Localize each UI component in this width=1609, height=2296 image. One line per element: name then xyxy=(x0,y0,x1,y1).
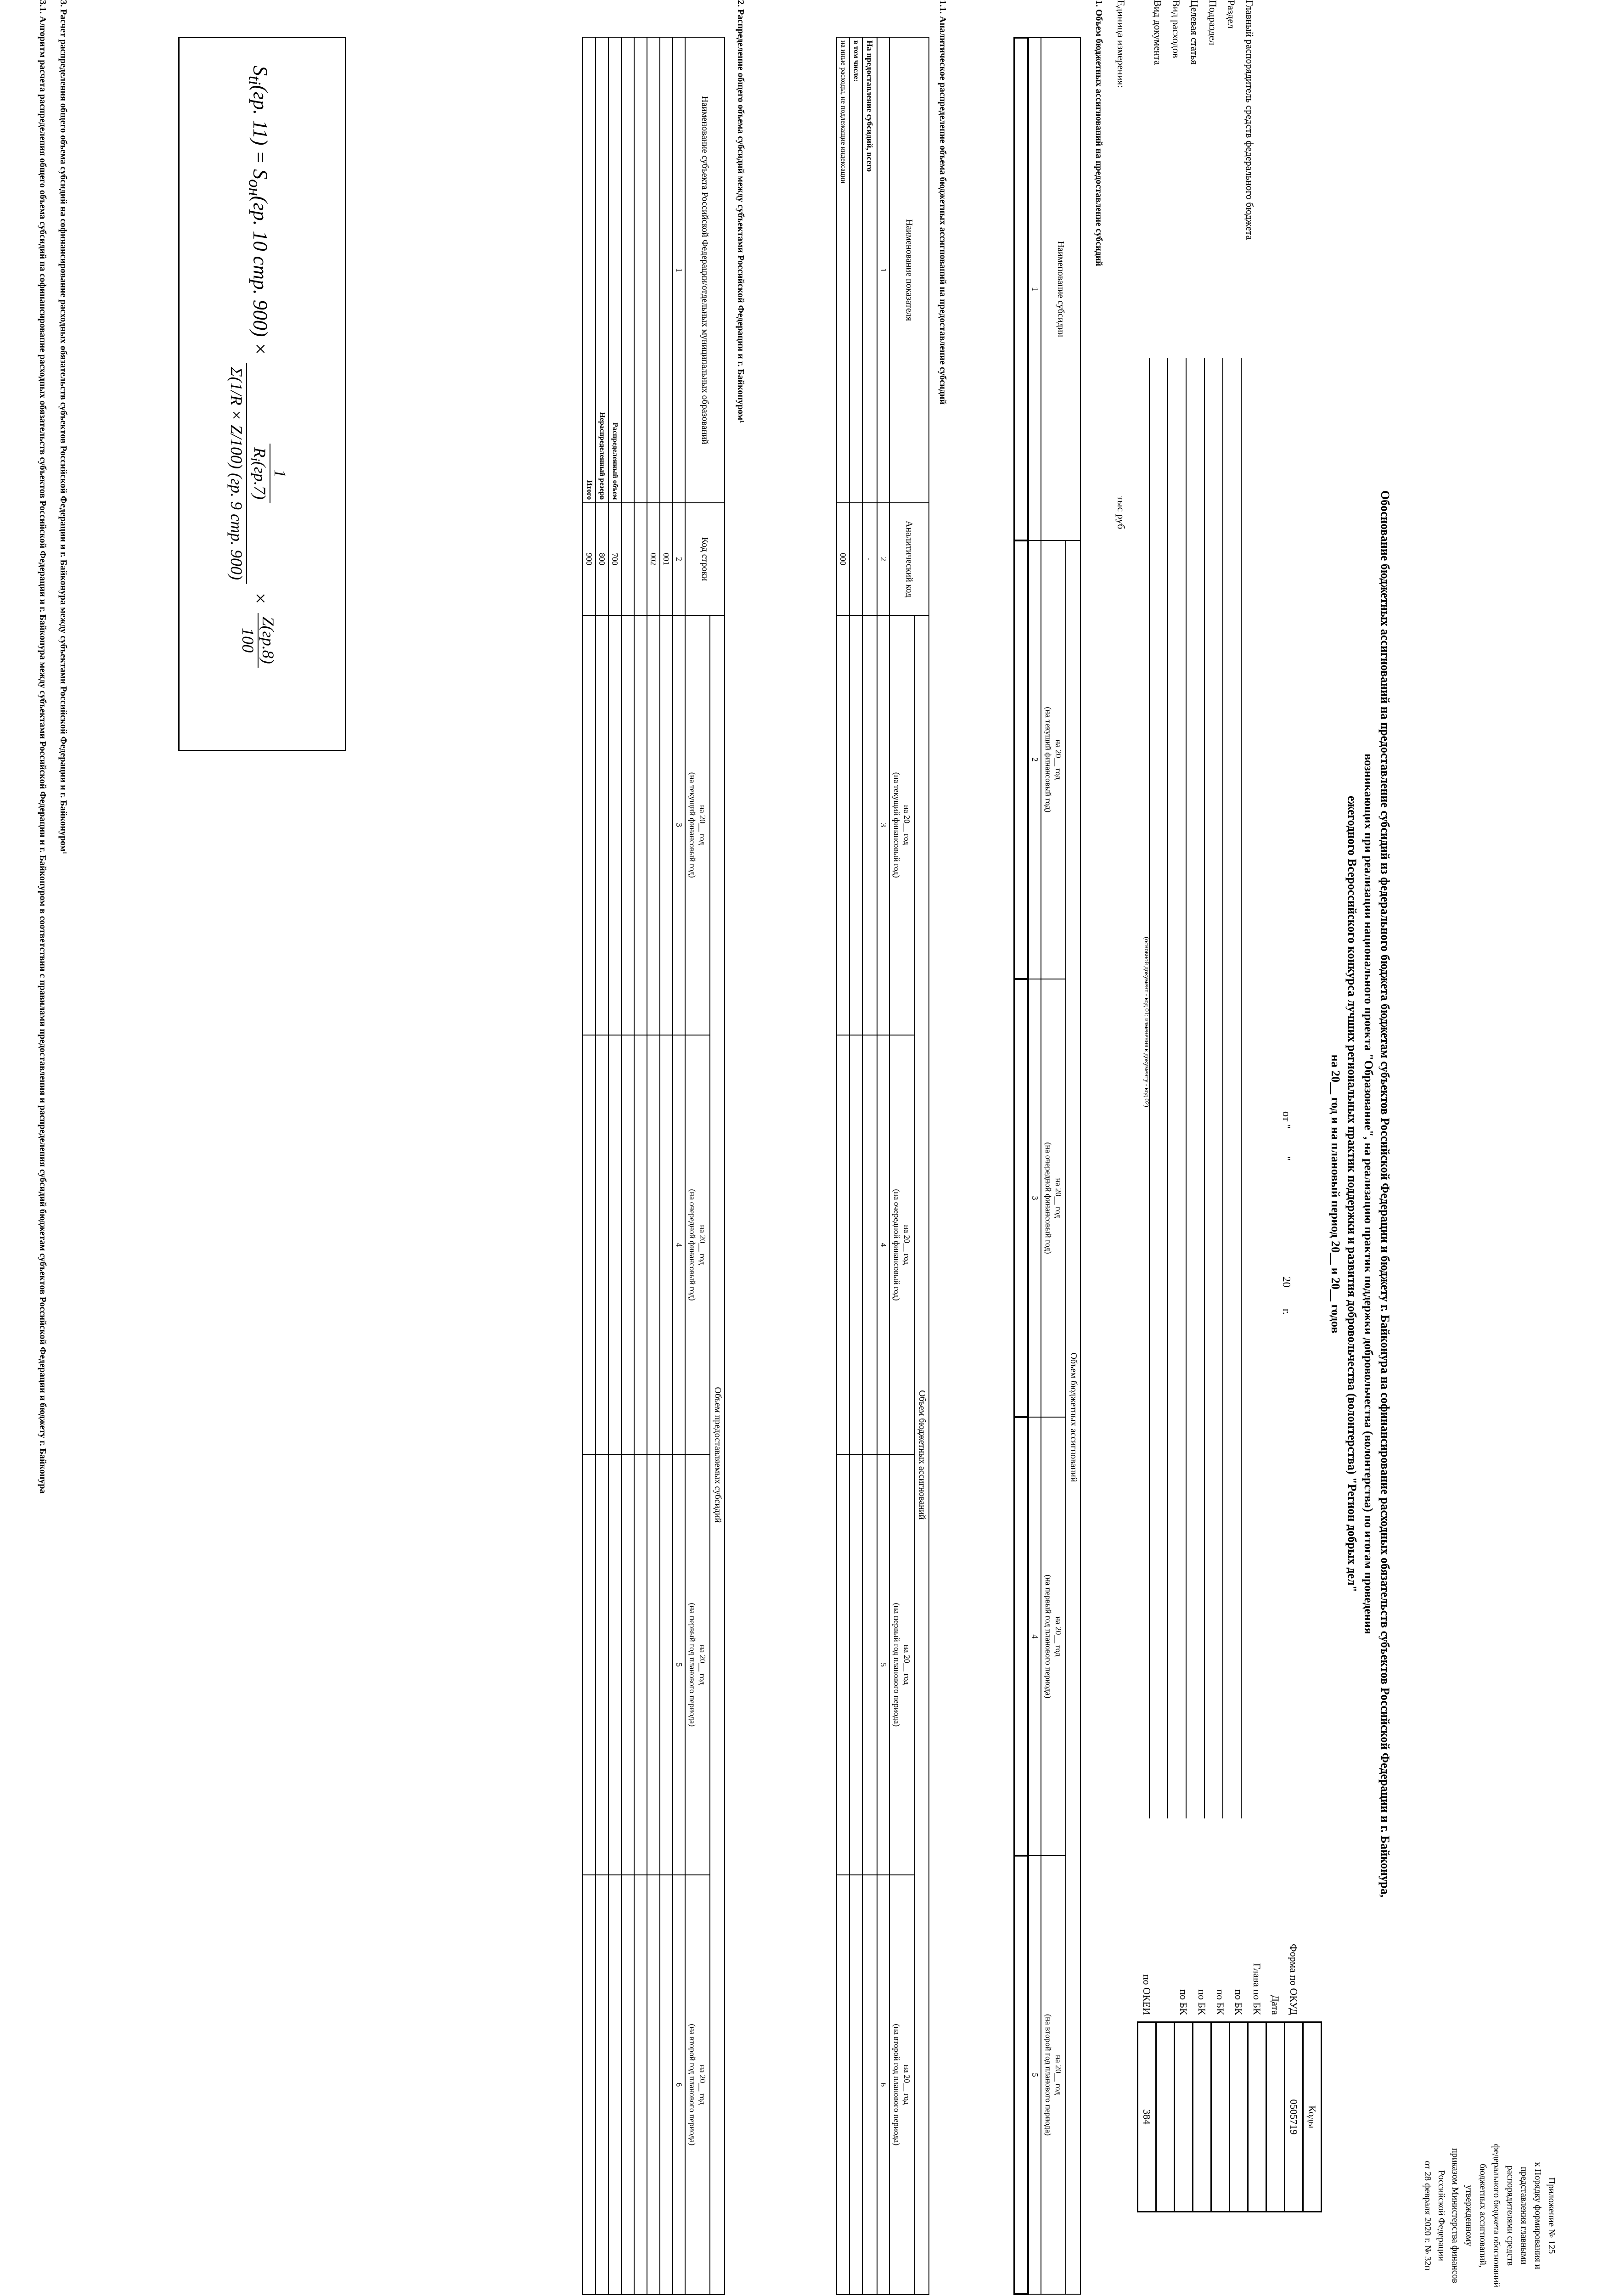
codes-row: Дата xyxy=(1266,1845,1285,2212)
codes-row: Форма по ОКУД 0505719 xyxy=(1285,1845,1303,2212)
section-2-heading: 2. Распределение общего объема субсидий между субъектами Российской Федерации и г. Байконуром¹ xyxy=(736,0,746,423)
document-title: Обоснование бюджетных ассигнований на предоставление субсидий из федерального бюджета бюджетам субъектов Российской Федерации и бюджету г. Байконура на софинансирование расходных обязательств субъектов Российской Федерации и г. Байконура, возникающих при реализации национального проекта "Образование", на реализацию практик поддержки добровольчества (волонтерства) по итогам проведения ежегодного Всероссийского конкурса лучших региональных практик поддержки и развития добровольчества (волонтерства) "Регион добрых дел" на 20__ год и на плановый период 20__ и 20__ годов xyxy=(1329,490,1392,1897)
table-row xyxy=(1014,38,1028,2294)
codes-row: по ОКЕИ 384 xyxy=(1138,1845,1156,2212)
table-row: 002 xyxy=(647,37,660,2295)
section-11-table: Наименование показателя Аналитический код Объем бюджетных ассигнований на 20__ год (на текущий финансовый год) на 20__ год (на очередной финансовый год) на 20__ год (на первый год планового периода) на 20__ год (на второй год планового периода) 1 2 3 4 5 6 На предоставление субсидий, всего - в том числе: на иные расходы, не подлежащие индексации 000 xyxy=(836,37,929,2295)
document-date: от "" 20 г. xyxy=(1280,1111,1292,1315)
section-3-heading: 3. Расчет распределения общего объема субсидий на софинансирование расходных обязательств субъектов Российской Федерации и г. Байконура между субъектами Российской Федерации и г. Байконуром¹ xyxy=(58,0,68,855)
column-numbers-row: 1 2 3 4 5 xyxy=(1028,38,1041,2294)
table-row: Распределенный объем 700 xyxy=(608,37,621,2295)
col-year: на 20__ год (на первый год планового периода) xyxy=(1041,1417,1066,1856)
appendix-line: к Порядку формирования и представления главными распорядителями средств xyxy=(1505,2162,1543,2269)
table-row xyxy=(621,37,634,2295)
section-1-heading: 1. Объем бюджетных ассигнований на предоставление субсидий xyxy=(1094,0,1104,266)
appendix-line: федерального бюджета обоснований бюджетных ассигнований, утвержденному xyxy=(1464,2144,1502,2288)
section-11-heading: 1.1. Аналитическое распределение объема бюджетных ассигнований на предоставление субсидий xyxy=(938,0,948,405)
group-header: Объем предоставляемых субсидий xyxy=(710,615,725,2295)
group-header: Объем бюджетных ассигнований xyxy=(914,615,929,2295)
column-numbers-row: 1 2 3 4 5 6 xyxy=(673,37,685,2295)
rotated-page: Приложение № 125 к Порядку формирования и представления главными распорядителями средств федерального бюджета обоснований бюджетных ассигнований, утвержденному приказом Министерства финансов Российской Федерации от 28 февраля 2020 г. № 32н Обоснование бюджетных ассигнований на предоставление субсидий из федерального бюджета бюджетам субъектов Российской Федерации и бюджету г. Байконура на софинансирование расходных обязательств субъектов Российской Федерации и г. Байконура, возникающих при реализации национального проекта "Образование", на реализацию практик поддержки добровольчества (волонтерства) по итогам проведения ежегодного Всероссийского конкурса лучших региональных практик поддержки и развития добровольчества (волонтерства) "Регион добрых дел" на 20__ год и на плановый период 20__ и 20__ годов от "" 20 г. Главный распорядитель средств федерального бюджета Раздел Подраздел Целевая статья Вид расходов Вид документа Единица измерения: тыс руб (основной документ - код 01; изменения к документу - код 02) Коды Форма по ОКУД 0505719 Дата Глава по БК по БК по БК по БК по БК по ОКЕИ 384 1. Объем бюджетных ассигнований на предоставление субсидий Наименование субсидии Объем бюджетных ассигнований на 20__ год (на текущий финансовый год) на 20__ год (на очередной финансовый год) на 20__ год (на первый год планового периода) на 20__ год (на второй год планового периода) 1 2 3 4 5 1.1. Аналитическое распределение объема бюджетных ассигнований на предоставление субсидий Наименование показателя Аналитический код Объем бюджетных ассигнований на 20__ год (на текущий финансовый год) на 20__ год (на очередной финансовый год) на 20__ год (на первый год планового периода) на 20__ год (на второй год планового периода) 1 2 3 4 5 6 На предоставление субсидий, всего - в том числе: на иные расходы, не подлежащие индексации 000 2. Распределение общего объема субсидий между субъектами Российской Федерации и г. Байконуром¹ Наименование субъекта Российской Федерации/отдельных муниципальных образований Код строки Объем предоставляемых субсидий на 20__ год (на текущий финансовый год) на 20__ год (на очередной финансовый год) на 20__ год (на первый год планового периода) на 20__ год (на второй год планового периода) 1 2 3 4 5 6 001 002 Распределенный объем 700 Нераспределенный резерв 800 Итого 900 $S_{ti}(гр$. $11) = S_{он}(гр$. 10 стр. 900) × 1 $R_i(гр.7)$ Σ(1/R × Z/100) (гр. 9 стр. 900) × Z(гр.8) 100 3. Расчет распределения общего объема субсидий на софинансирование расходных обязательств субъектов Российской Федерации и г. Байконура между субъектами Российской Федерации и г. Байконуром¹ 3.1. Алгоритм расчета распределения общего объема субсидий на софинансирование расходных обязательств субъектов Российской Федерации и г. Байконура между субъектами Российской Федерации и г. Байконуром в соответствии с правилами предоставления и распределения субсидий бюджетам субъектов Российской Федерации и бюджету г. Байконура xyxy=(0,0,1609,2296)
codes-header: Коды xyxy=(1303,2022,1322,2212)
table-row: Итого 900 xyxy=(583,37,596,2295)
doc-type-hint: (основной документ - код 01; изменения к документу - код 02) xyxy=(1143,937,1150,1107)
table-row: На предоставление субсидий, всего - xyxy=(862,37,877,2295)
col-row-code: Код строки xyxy=(685,503,725,615)
codes-row: по БК xyxy=(1230,1845,1248,2212)
codes-table xyxy=(1137,1845,1322,2212)
section-31-heading: 3.1. Алгоритм расчета распределения общего объема субсидий на софинансирование расходных обязательств субъектов Российской Федерации и г. Байконура между субъектами Российской Федерации и г. Байконуром в соответствии с правилами предоставления и распределения субсидий бюджетам субъектов Российской Федерации и бюджету г. Байконура xyxy=(38,0,48,1494)
table-row: 001 xyxy=(660,37,673,2295)
unit-value: тыс руб xyxy=(1115,496,1127,529)
appendix-line: от 28 февраля 2020 г. № 32н xyxy=(1423,2161,1433,2271)
column-numbers-row: 1 2 3 4 5 6 xyxy=(877,37,889,2295)
col-indicator-name: Наименование показателя xyxy=(889,37,929,503)
appendix-number: Приложение № 125 xyxy=(1547,2177,1557,2254)
formula-box xyxy=(178,37,346,751)
appendix-note xyxy=(1421,2138,1558,2294)
table-row: Нераспределенный резерв 800 xyxy=(596,37,608,2295)
codes-row: по БК xyxy=(1175,1845,1193,2212)
section-2-table: Наименование субъекта Российской Федерации/отдельных муниципальных образований Код строки Объем предоставляемых субсидий на 20__ год (на текущий финансовый год) на 20__ год (на очередной финансовый год) на 20__ год (на первый год планового периода) на 20__ год (на второй год планового периода) 1 2 3 4 5 6 001 002 Распределенный объем 700 Нераспределенный резерв 800 Итого 900 xyxy=(582,37,725,2295)
codes-row xyxy=(1156,1845,1175,2212)
col-analytic-code: Аналитический код xyxy=(889,503,929,615)
codes-row: Глава по БК xyxy=(1248,1845,1266,2212)
group-header: Объем бюджетных ассигнований xyxy=(1066,540,1080,2294)
appendix-line: приказом Министерства финансов Российской Федерации xyxy=(1436,2148,1460,2284)
col-year: на 20__ год (на второй год планового периода) xyxy=(1041,1856,1066,2294)
col-subsidy-name: Наименование субсидии xyxy=(1041,38,1080,540)
codes-row: по БК xyxy=(1193,1845,1211,2212)
section-1-table xyxy=(1013,37,1081,2295)
col-subject-name: Наименование субъекта Российской Федерации/отдельных муниципальных образований xyxy=(685,37,725,503)
okei-code: 384 xyxy=(1138,2022,1156,2212)
header-row: Главный распорядитель средств федерального бюджета xyxy=(1244,0,1255,240)
codes-header-row xyxy=(1303,1845,1322,2212)
codes-row: по БК xyxy=(1211,1845,1230,2212)
distribution-formula: $S_{ti}(гр$. $11) = S_{он}(гр$. 10 стр. 900) × 1 $R_i(гр.7)$ Σ(1/R × Z/100) (гр. 9 стр. 900) × Z(гр.8) 100 xyxy=(227,66,290,670)
table-row: в том числе: xyxy=(850,37,862,2295)
col-year: на 20__ год (на текущий финансовый год) xyxy=(1041,540,1066,979)
okud-code: 0505719 xyxy=(1285,2022,1303,2212)
col-year: на 20__ год (на очередной финансовый год) xyxy=(1041,979,1066,1418)
table-row xyxy=(634,37,647,2295)
table-row: на иные расходы, не подлежащие индексации 000 xyxy=(837,37,850,2295)
